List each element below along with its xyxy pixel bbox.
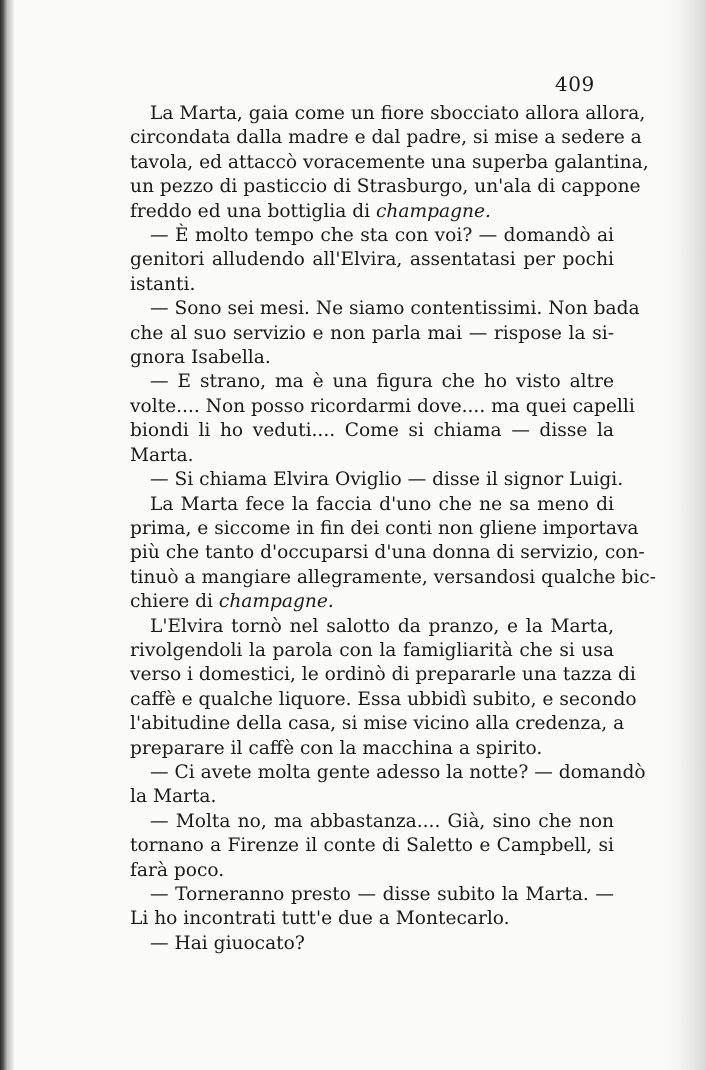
text-line: biondi li ho veduti.... Come si chiama — disse la — [130, 420, 614, 442]
text-line: — È molto tempo che sta con voi? — domandò ai — [150, 225, 614, 247]
text-line: — Ci avete molta gente adesso la notte? — domandò — [150, 761, 646, 783]
paragraph — [110, 615, 637, 761]
text-line: Li ho incontrati tutt'e due a Montecarlo. — [130, 908, 510, 930]
italic-word: champagne. — [218, 591, 334, 613]
page-number: 409 — [555, 72, 595, 96]
binding-shadow — [0, 0, 14, 1070]
paragraph — [110, 810, 614, 883]
text-line: L'Elvira tornò nel salotto da pranzo, e la Marta, — [150, 615, 614, 637]
text-line: che al suo servizio e non parla mai — rispose la si- — [130, 322, 614, 344]
body-text — [110, 102, 656, 956]
text-line: un pezzo di pasticcio di Strasburgo, un'ala di cappone — [130, 176, 641, 198]
text-line: volte.... Non posso ricordarmi dove.... ma quei capelli — [130, 395, 635, 417]
text-line: più che tanto d'occuparsi d'una donna di servizio, con- — [130, 542, 645, 564]
text-line: circondata dalla madre e dal padre, si mise a sedere a — [130, 127, 642, 149]
paragraph — [110, 224, 614, 297]
paragraph — [110, 932, 614, 956]
text-line: — Hai giuocato? — [150, 932, 305, 954]
paragraph — [110, 370, 635, 468]
paragraph — [110, 883, 614, 932]
paragraph — [110, 468, 624, 492]
text-line: tornano a Firenze il conte di Saletto e Campbell, si — [130, 835, 614, 857]
paragraph — [110, 493, 656, 615]
text-fragment: freddo ed una bottiglia di — [130, 200, 376, 222]
text-line: — Molta no, ma abbastanza.... Già, sino che non — [150, 810, 614, 832]
page-edge-shade — [666, 0, 706, 1070]
text-line: la Marta. — [130, 786, 217, 808]
text-line: La Marta, gaia come un fiore sbocciato allora allora, — [150, 103, 646, 124]
paragraph — [110, 761, 646, 810]
text-line: farà poco. — [130, 859, 225, 881]
text-line: La Marta fece la faccia d'uno che ne sa meno di — [150, 493, 614, 515]
text-line: caffè e qualche liquore. Essa ubbidì subito, e secondo — [130, 688, 637, 710]
text-line: l'abitudine della casa, si mise vicino alla credenza, a — [130, 713, 625, 735]
text-line: Marta. — [130, 444, 194, 466]
text-line: istanti. — [130, 273, 196, 295]
text-line: — E strano, ma è una figura che ho visto altre — [150, 371, 614, 393]
text-fragment: chiere di — [130, 591, 219, 613]
text-line: rivolgendoli la parola con la famigliarità che si usa — [130, 639, 614, 661]
text-line: gnora Isabella. — [130, 347, 271, 369]
text-line: tavola, ed attaccò voracemente una superba galantina, — [130, 151, 649, 173]
paragraph — [110, 102, 649, 224]
text-line: preparare il caffè con la macchina a spirito. — [130, 737, 543, 759]
paragraph — [110, 297, 640, 370]
text-line: — Sono sei mesi. Ne siamo contentissimi. Non bada — [150, 298, 640, 320]
text-line: tinuò a mangiare allegramente, versandosi qualche bic- — [130, 566, 656, 588]
text-line — [110, 590, 614, 614]
text-line — [110, 200, 614, 224]
text-line: prima, e siccome in fin dei conti non gliene importava — [130, 517, 639, 539]
text-line: — Torneranno presto — disse subito la Marta. — — [150, 884, 614, 905]
italic-word: champagne. — [376, 200, 491, 222]
text-line: genitori alludendo all'Elvira, assentatasi per pochi — [130, 249, 614, 271]
text-line: — Si chiama Elvira Oviglio — disse il signor Luigi. — [150, 469, 624, 491]
text-line: verso i domestici, le ordinò di prepararle una tazza di — [130, 664, 636, 686]
